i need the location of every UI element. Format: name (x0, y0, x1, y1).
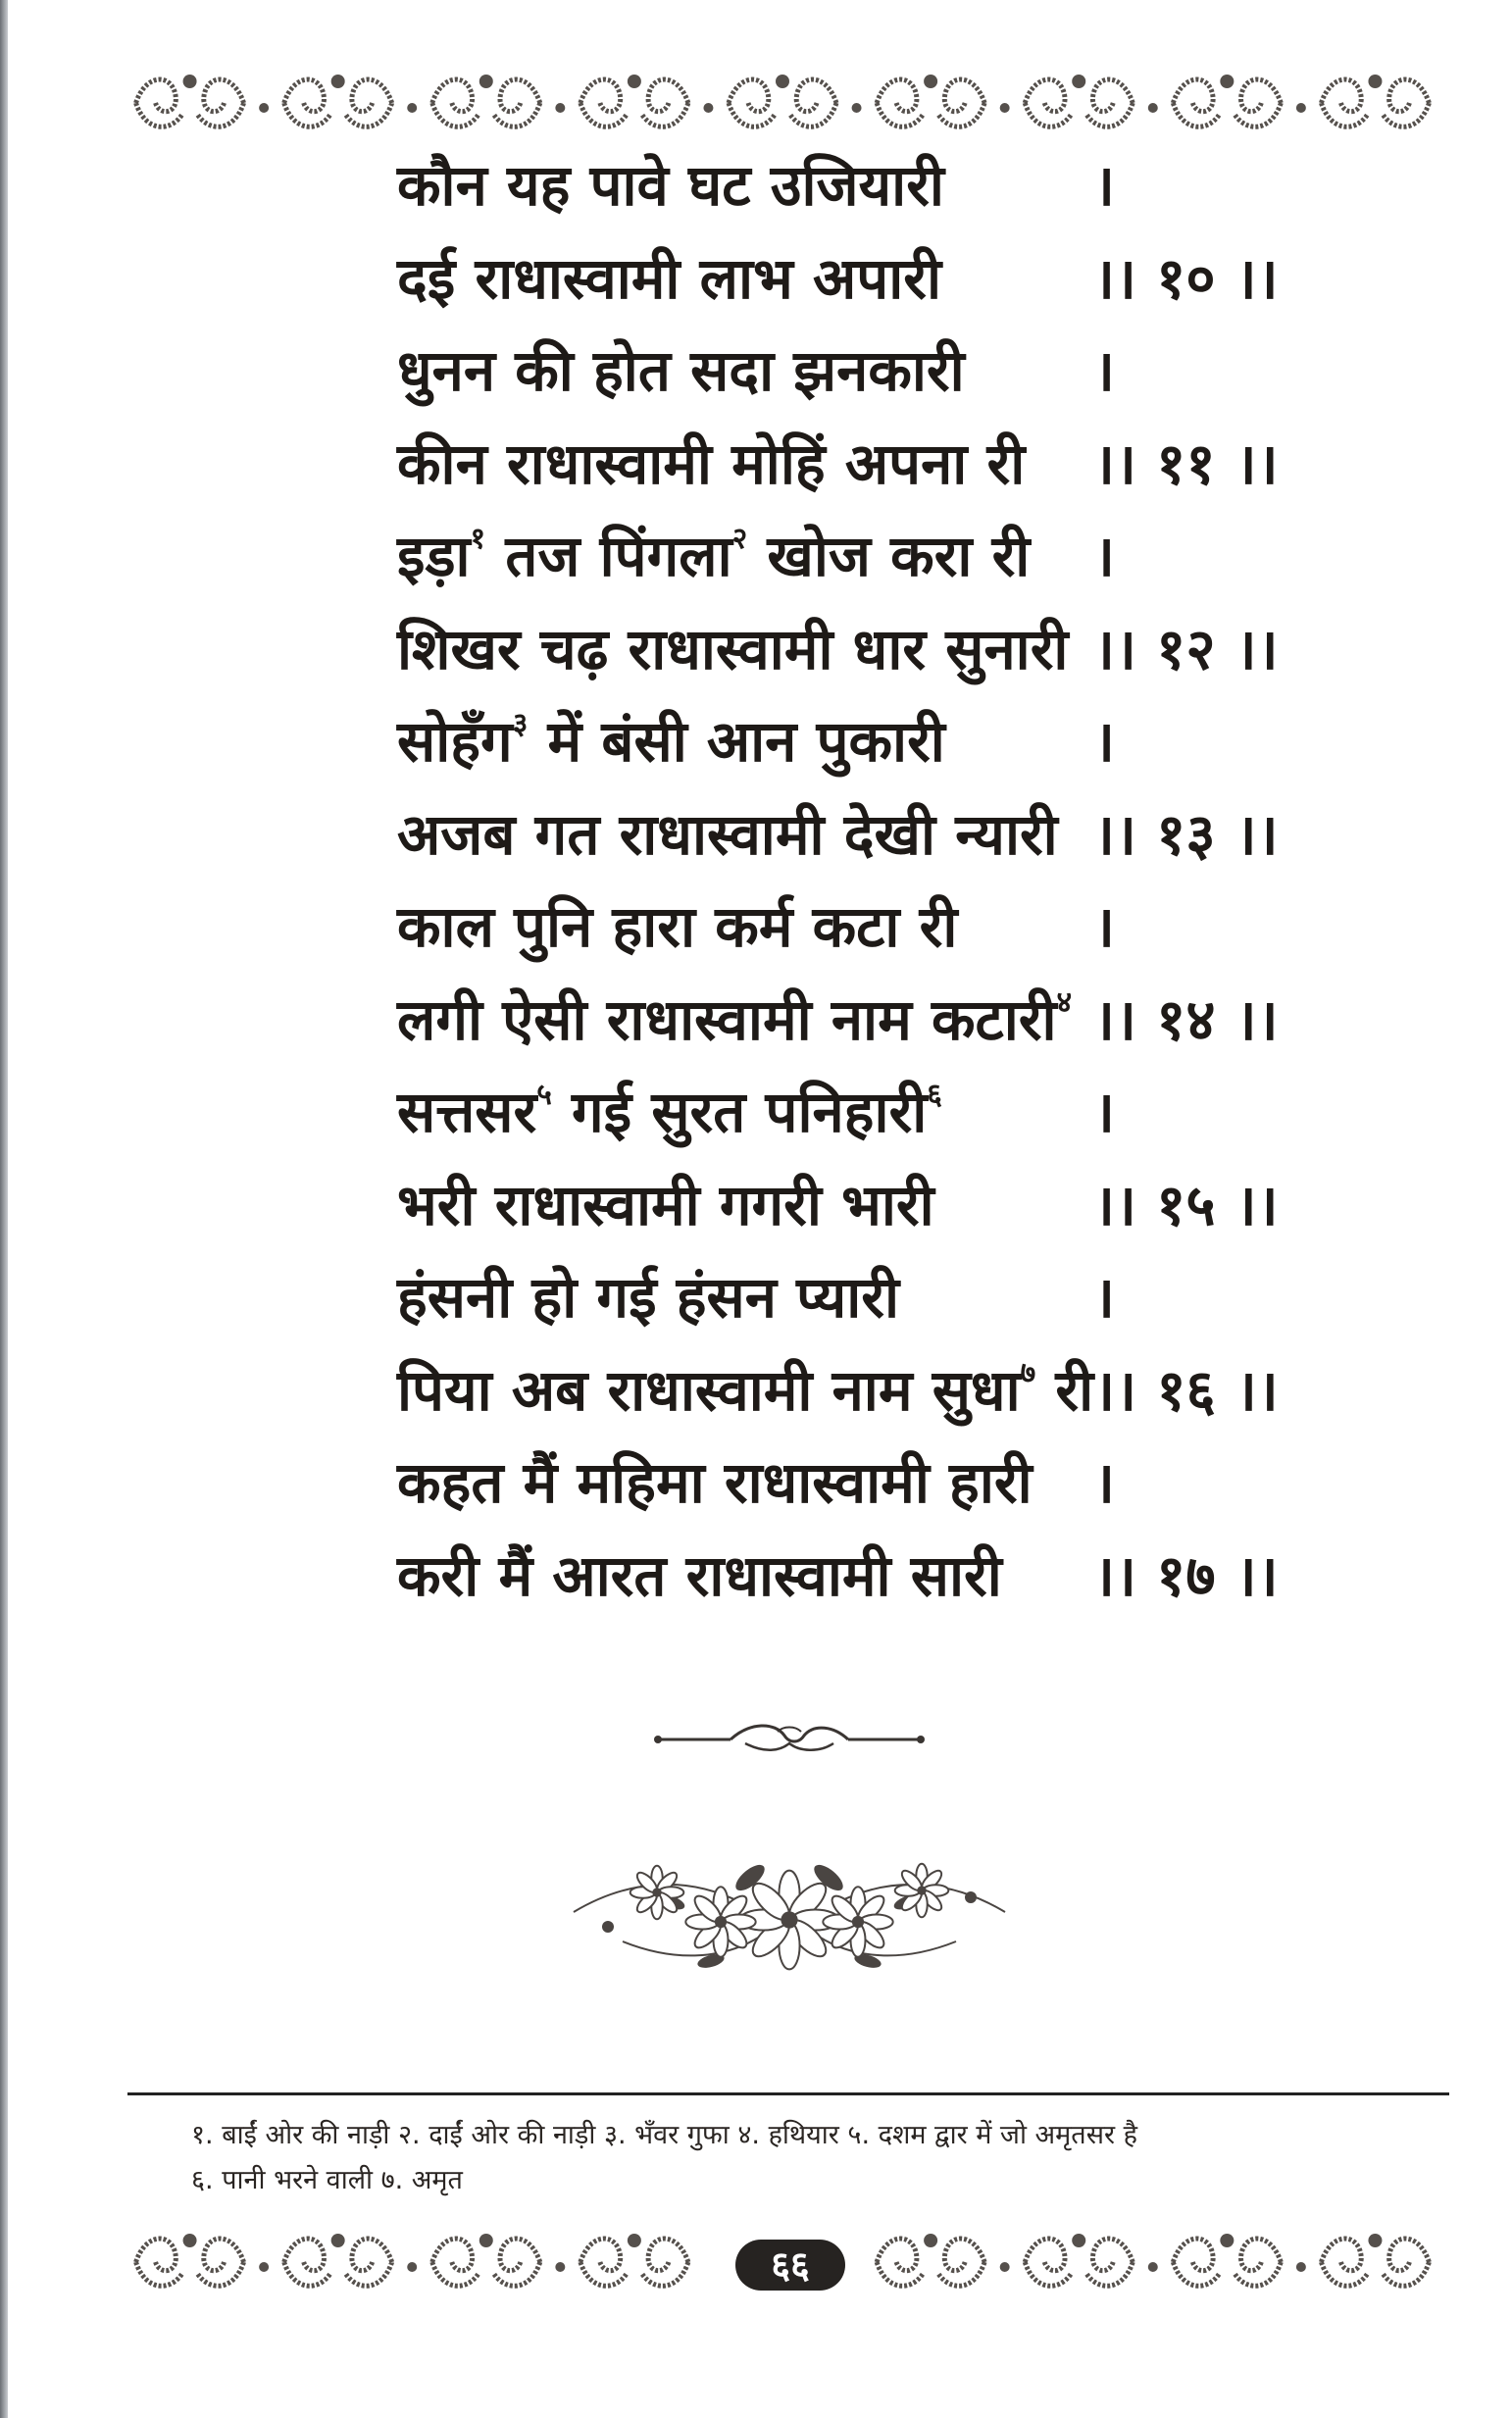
verse-fragment: गई सुरत पनिहारी (551, 1079, 928, 1145)
verse-line (397, 152, 1260, 250)
ornament-motif (1173, 2234, 1281, 2286)
verse-number: । (1093, 152, 1115, 219)
verse-line (397, 1355, 1279, 1455)
verse-text (397, 984, 1093, 1053)
footnote-marker: १ (470, 522, 486, 556)
footnote-marker: ५ (536, 1078, 552, 1112)
verse-text: कहत मैं महिमा राधास्वामी हारी (397, 1449, 1033, 1516)
ornament-motif (729, 75, 836, 126)
verse-number: ।। ११ ।। (1093, 429, 1279, 497)
verse-text: काल पुनि हारा कर्म कटा री (397, 893, 958, 960)
page-number: ६६ (735, 2240, 845, 2291)
verse-number: । (1093, 337, 1115, 404)
ornament-dot (259, 103, 269, 113)
ornament-dot (1296, 103, 1306, 113)
footnote-marker: ६ (927, 1078, 942, 1112)
verse-block (397, 152, 1279, 1639)
verse-fragment: में बंसी आन पुकारी (528, 708, 945, 775)
verse-number: । (1093, 1449, 1115, 1516)
footnote-line: १. बाईं ओर की नाड़ी २. दाईं ओर की नाड़ी ३. भँवर गुफा ४. हथियार ५. दशम द्वार में जो अमृतसर है (191, 2120, 1137, 2150)
verse-fragment: री (1035, 1356, 1094, 1424)
verse-number: ।। १३ ।। (1093, 800, 1279, 868)
ornament-motif (580, 2234, 688, 2286)
ornament-dot (852, 103, 862, 113)
verse-line (397, 1449, 1260, 1547)
page-edge-shadow (0, 0, 8, 2418)
verse-number: ।। १० ।। (1093, 244, 1279, 312)
flower-motif (823, 1887, 892, 1956)
footnote-marker: ३ (512, 707, 529, 741)
footnote-rule (127, 2092, 1449, 2095)
ornament-motif (1321, 2234, 1429, 2286)
verse-line (397, 800, 1279, 899)
footnote-marker: २ (731, 522, 748, 556)
verse-number: । (1093, 893, 1115, 960)
verse-line (397, 244, 1279, 343)
verse-fragment: तज पिंगला (485, 523, 732, 589)
footnotes (191, 2113, 1446, 2203)
verse-fragment: लगी ऐसी राधास्वामी नाम कटारी (397, 985, 1057, 1053)
verse-line (397, 615, 1279, 714)
ornament-motif (877, 75, 984, 126)
ornament-motif (136, 2234, 244, 2286)
verse-text: करी मैं आरत राधास्वामी सारी (397, 1541, 1002, 1609)
verse-text: कौन यह पावे घट उजियारी (397, 152, 944, 219)
ornament-dot (555, 103, 565, 113)
ornament-motif (1025, 75, 1133, 126)
verse-number: । (1093, 1264, 1115, 1331)
flower-motif (685, 1887, 755, 1956)
verse-line (397, 1078, 1260, 1177)
verse-text: हंसनी हो गई हंसन प्यारी (397, 1264, 900, 1331)
verse-text: दई राधास्वामी लाभ अपारी (397, 244, 941, 312)
footnote-line: ६. पानी भरने वाली ७. अमृत (191, 2165, 463, 2195)
flower-motif (895, 1864, 949, 1918)
top-ornament-border (116, 59, 1449, 147)
verse-text (397, 707, 1093, 775)
verse-fragment: पिया अब राधास्वामी नाम सुधा (397, 1356, 1021, 1424)
verse-line (397, 707, 1260, 806)
footnote-marker: ४ (1056, 984, 1073, 1020)
verse-line (397, 337, 1260, 435)
ornament-dot (1148, 2262, 1158, 2272)
verse-number: ।। १२ ।। (1093, 615, 1279, 682)
ornament-motif (1173, 75, 1281, 126)
verse-number: ।। १५ ।। (1093, 1171, 1279, 1238)
verse-number: ।। १४ ।। (1093, 985, 1279, 1053)
verse-text: अजब गत राधास्वामी देखी न्यारी (397, 800, 1058, 868)
flower-motif (630, 1866, 684, 1920)
ornament-dot (259, 2262, 269, 2272)
verse-text (397, 1355, 1094, 1424)
ornament-dot (1000, 103, 1010, 113)
floral-ornament (564, 1843, 1015, 1990)
verse-line (397, 1541, 1279, 1640)
ornament-motif (877, 2234, 984, 2286)
verse-text: भरी राधास्वामी गगरी भारी (397, 1171, 934, 1238)
ornament-motif (580, 75, 688, 126)
verse-text: धुनन की होत सदा झनकारी (397, 337, 965, 404)
verse-number: ।। १६ ।। (1093, 1356, 1279, 1424)
ornament-motif (1321, 75, 1429, 126)
verse-line (397, 893, 1260, 991)
verse-text (397, 1078, 1093, 1145)
verse-line (397, 984, 1279, 1084)
ornament-motif (432, 75, 540, 126)
verse-number: । (1093, 1079, 1115, 1145)
footnote-marker: ७ (1020, 1355, 1036, 1390)
verse-fragment: इड़ा (397, 523, 471, 589)
ornament-dot (703, 103, 713, 113)
divider-flourish (652, 1714, 927, 1763)
verse-fragment: सत्तसर (397, 1079, 537, 1145)
ornament-dot (1148, 103, 1158, 113)
verse-text: कीन राधास्वामी मोहिं अपना री (397, 429, 1026, 497)
ornament-motif (136, 75, 244, 126)
verse-line (397, 1171, 1279, 1270)
verse-line (397, 429, 1279, 529)
ornament-dot (1296, 2262, 1306, 2272)
verse-number: । (1093, 708, 1115, 775)
verse-number: ।। १७ ।। (1093, 1541, 1279, 1609)
ornament-dot (1000, 2262, 1010, 2272)
ornament-motif (284, 75, 392, 126)
verse-line (397, 522, 1260, 621)
ornament-dot (407, 2262, 417, 2272)
ornament-dot (407, 103, 417, 113)
verse-text: शिखर चढ़ राधास्वामी धार सुनारी (397, 615, 1069, 682)
ornament-motif (1025, 2234, 1133, 2286)
ornament-motif (284, 2234, 392, 2286)
verse-number: । (1093, 523, 1115, 589)
verse-fragment: सोहँग (397, 708, 513, 775)
verse-text (397, 522, 1093, 589)
ornament-motif (432, 2234, 540, 2286)
verse-fragment: खोज करा री (747, 523, 1031, 589)
verse-line (397, 1264, 1260, 1362)
ornament-dot (555, 2262, 565, 2272)
